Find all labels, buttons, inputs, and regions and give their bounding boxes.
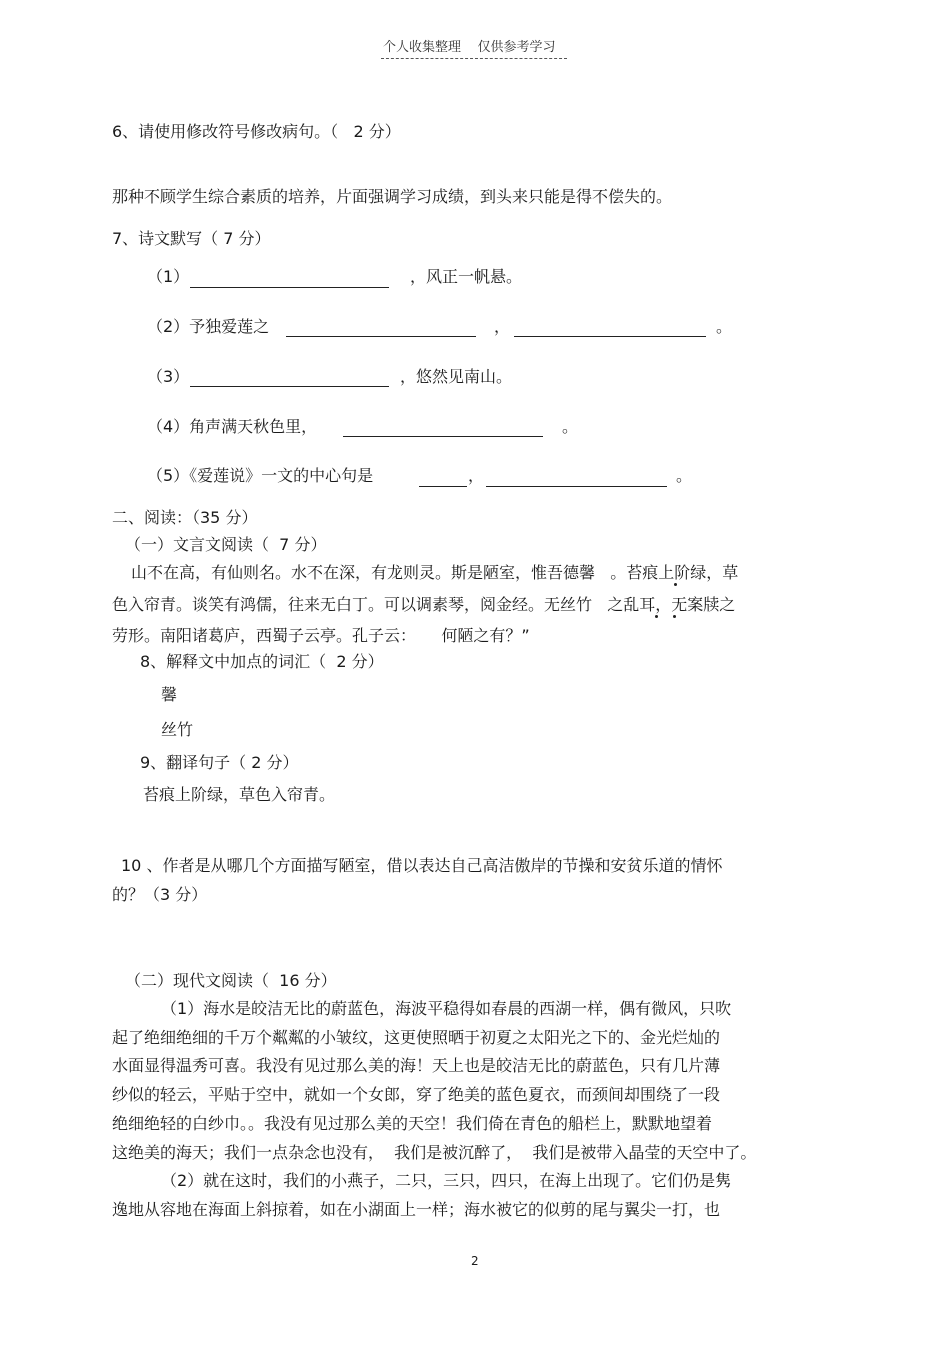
q9-sentence: 苔痕上阶绿，草色入帘青。 [143,785,336,804]
emphasis-dot [655,615,658,618]
answer-blank[interactable] [514,336,706,337]
q7-item-3-end: ，悠然见南山。 [400,367,513,386]
classical-passage-line: 山不在高，有仙则名。水不在深，有龙则灵。斯是陋室，惟吾德馨 。苔痕上阶绿，草 [131,563,739,582]
q6-sentence: 那种不顾学生综合素质的培养，片面强调学习成绩，到头来只能是得不偿失的。 [112,187,673,206]
q8-title: 8、解释文中加点的词汇（ 2 分） [140,652,384,671]
modern-passage-line: 绝细绝轻的白纱巾。。我没有见过那么美的天空！我们倚在青色的船栏上，默默地望着 [112,1114,713,1133]
modern-passage-line: 水面显得温秀可喜。我没有见过那么美的海！天上也是皎洁无比的蔚蓝色，只有几片薄 [112,1056,721,1075]
q6-title: 6、请使用修改符号修改病句。（ 2 分） [112,122,401,141]
q7-item-2-end: 。 [716,317,733,336]
answer-blank[interactable] [343,436,543,437]
q7-item-5-end: 。 [676,466,693,485]
q8-word: 馨 [161,685,178,704]
q10-line: 的？（3 分） [112,885,208,904]
reading-section-title: 二、阅读：（35 分） [112,508,258,527]
modern-passage-line: 纱似的轻云，平贴于空中，就如一个女郎，穿了绝美的蓝色夏衣，而颈间却围绕了一段 [112,1085,721,1104]
q7-item-5-mid: ， [468,466,485,485]
emphasis-dot [673,615,676,618]
q7-item-4-start: （4）角声满天秋色里， [147,417,318,436]
q7-title: 7、诗文默写（ 7 分） [112,229,271,248]
answer-blank[interactable] [190,287,389,288]
q9-title: 9、翻译句子（ 2 分） [140,753,299,772]
header-rule [381,58,567,59]
emphasis-dot [674,583,677,586]
q10-line: 10 、作者是从哪几个方面描写陋室，借以表达自己高洁傲岸的节操和安贫乐道的情怀 [121,856,723,875]
q7-item-3-start: （3） [147,367,190,386]
answer-blank[interactable] [286,336,476,337]
q7-item-1-end: ，风正一帆悬。 [410,267,523,286]
q7-item-1-start: （1） [147,267,190,286]
q7-item-2-start: （2）予独爱莲之 [147,317,270,336]
answer-blank[interactable] [486,486,667,487]
classical-passage-line: 劳形。南阳诸葛庐，西蜀子云亭。孔子云： 何陋之有？” [112,626,530,645]
q7-item-4-end: 。 [562,417,579,436]
modern-passage-line: 这绝美的海天；我们一点杂念也没有， 我们是被沉醉了， 我们是被带入晶莹的天空中了。 [112,1143,757,1162]
classical-reading-title: （一）文言文阅读（ 7 分） [125,535,327,554]
modern-passage-line: （1）海水是皎洁无比的蔚蓝色，海波平稳得如春晨的西湖一样，偶有微风，只吹 [161,999,732,1018]
q7-item-5-start: （5）《爱莲说》一文的中心句是 [147,466,374,485]
modern-passage-line: （2）就在这时，我们的小燕子，二只，三只，四只，在海上出现了。它们仍是隽 [161,1171,732,1190]
q7-item-2-mid: ， [494,317,511,336]
answer-blank[interactable] [419,486,467,487]
page-header: 个人收集整理 仅供参考学习 [383,40,556,55]
page-number: 2 [471,1254,479,1268]
answer-blank[interactable] [190,386,389,387]
modern-passage-line: 逸地从容地在海面上斜掠着，如在小湖面上一样；海水被它的似剪的尾与翼尖一打，也 [112,1200,721,1219]
q8-word: 丝竹 [161,720,194,739]
modern-passage-line: 起了绝细绝细的千万个粼粼的小皱纹，这更使照晒于初夏之太阳光之下的、金光烂灿的 [112,1028,721,1047]
modern-reading-title: （二）现代文阅读（ 16 分） [125,971,337,990]
classical-passage-line: 色入帘青。谈笑有鸿儒，往来无白丁。可以调素琴，阅金经。无丝竹 之乱耳，无案牍之 [112,595,736,614]
